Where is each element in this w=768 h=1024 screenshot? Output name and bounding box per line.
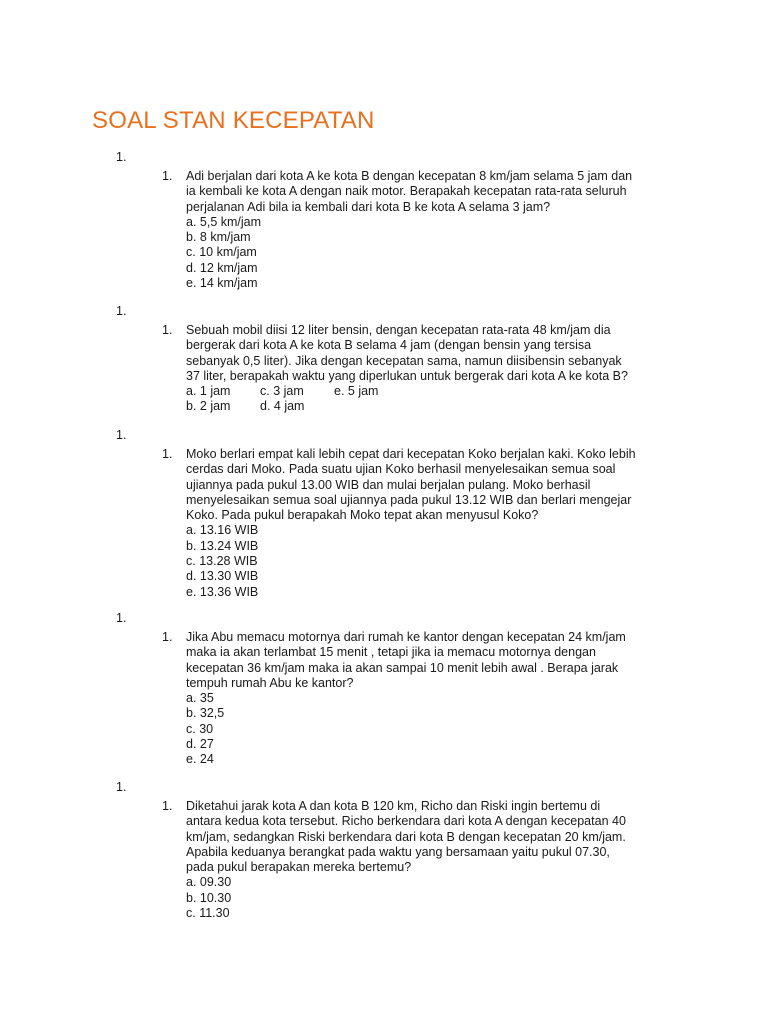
answer-option: c. 3 jam <box>260 384 304 399</box>
question-body <box>186 799 686 921</box>
question-text-line: Adi berjalan dari kota A ke kota B dengan kecepatan 8 km/jam selama 5 jam dan <box>186 169 633 183</box>
question-text-line: antara kedua kota tersebut. Richo berkendara dari kota A dengan kecepatan 40 <box>186 814 626 829</box>
answer-option: d. 27 <box>186 737 214 752</box>
question-body <box>186 323 686 415</box>
question-text-line: 37 liter, berapakah waktu yang diperlukan untuk bergerak dari kota A ke kota B? <box>186 368 628 383</box>
answer-option: a. 35 <box>186 691 214 706</box>
question-text-line: maka ia akan terlambat 15 menit , tetapi jika ia memacu motornya dengan <box>186 645 596 660</box>
question-text-line: cerdas dari Moko. Pada suatu ujian Koko berhasil menyelesaikan semua soal <box>186 462 616 477</box>
answer-option: a. 1 jam <box>186 384 231 399</box>
question-body <box>186 447 686 600</box>
question-number: 1. <box>162 323 173 337</box>
outer-list-number: 1. <box>116 611 127 625</box>
outer-list-number: 1. <box>116 428 127 442</box>
answer-option-row <box>186 384 686 399</box>
outer-list-number: 1. <box>116 304 127 318</box>
answer-option: b. 8 km/jam <box>186 230 251 245</box>
question-body <box>186 630 686 768</box>
outer-list-number: 1. <box>116 780 127 794</box>
answer-option: c. 13.28 WIB <box>186 554 258 569</box>
question-text-line: Koko. Pada pukul berapakah Moko tepat akan menyusul Koko? <box>186 508 539 523</box>
answer-option: d. 13.30 WIB <box>186 569 259 584</box>
answer-option: d. 4 jam <box>260 399 305 414</box>
question-body <box>186 169 686 291</box>
question-number: 1. <box>162 630 173 644</box>
answer-option: e. 24 <box>186 752 214 767</box>
question-text-line: sebanyak 0,5 liter). Jika dengan kecepatan sama, namun diisibensin sebanyak <box>186 353 622 368</box>
page-title: SOAL STAN KECEPATAN <box>92 107 375 134</box>
question-text-line: kecepatan 36 km/jam maka ia akan sampai 10 menit lebih awal . Berapa jarak <box>186 660 619 675</box>
answer-option: e. 5 jam <box>334 384 379 399</box>
answer-option: e. 14 km/jam <box>186 276 258 291</box>
question-text-line: ia kembali ke kota A dengan naik motor. Berapakah kecepatan rata-rata seluruh <box>186 184 627 199</box>
answer-option: b. 2 jam <box>186 399 231 414</box>
answer-option: e. 13.36 WIB <box>186 584 259 599</box>
question-text-line: ujiannya pada pukul 13.00 WIB dan mulai berjalan pulang. Moko berhasil <box>186 477 591 492</box>
outer-list-number: 1. <box>116 150 127 164</box>
question-text-line: perjalanan Adi bila ia kembali dari kota B ke kota A selama 3 jam? <box>186 199 551 214</box>
question-number: 1. <box>162 799 173 813</box>
answer-option: a. 5,5 km/jam <box>186 214 262 229</box>
answer-option: d. 12 km/jam <box>186 260 258 275</box>
question-number: 1. <box>162 169 173 183</box>
answer-option: b. 10.30 <box>186 890 232 905</box>
answer-option: b. 13.24 WIB <box>186 538 259 553</box>
question-text-line: pada pukul berapakan mereka bertemu? <box>186 860 412 875</box>
question-text-line: Jika Abu memacu motornya dari rumah ke kantor dengan kecepatan 24 km/jam <box>186 630 626 644</box>
question-text-line: menyelesaikan semua soal ujiannya pada pukul 13.12 WIB dan berlari mengejar <box>186 492 632 507</box>
answer-option: c. 11.30 <box>186 906 230 921</box>
question-text-line: km/jam, sedangkan Riski berkendara dari kota B dengan kecepatan 20 km/jam. <box>186 829 626 844</box>
question-text-line: Moko berlari empat kali lebih cepat dari kecepatan Koko berjalan kaki. Koko lebih <box>186 447 636 461</box>
answer-option: b. 32,5 <box>186 706 225 721</box>
answer-option-row <box>186 399 686 414</box>
question-text-line: Sebuah mobil diisi 12 liter bensin, dengan kecepatan rata-rata 48 km/jam dia <box>186 323 611 337</box>
answer-option: c. 10 km/jam <box>186 245 257 260</box>
question-text-line: tempuh rumah Abu ke kantor? <box>186 675 354 690</box>
question-text-line: bergerak dari kota A ke kota B selama 4 jam (dengan bensin yang tersisa <box>186 338 592 353</box>
answer-option: a. 13.16 WIB <box>186 523 259 538</box>
answer-option: c. 30 <box>186 721 214 736</box>
answer-option: a. 09.30 <box>186 875 232 890</box>
question-text-line: Diketahui jarak kota A dan kota B 120 km, Richo dan Riski ingin bertemu di <box>186 799 601 813</box>
question-number: 1. <box>162 447 173 461</box>
question-text-line: Apabila keduanya berangkat pada waktu yang bersamaan yaitu pukul 07.30, <box>186 844 610 859</box>
